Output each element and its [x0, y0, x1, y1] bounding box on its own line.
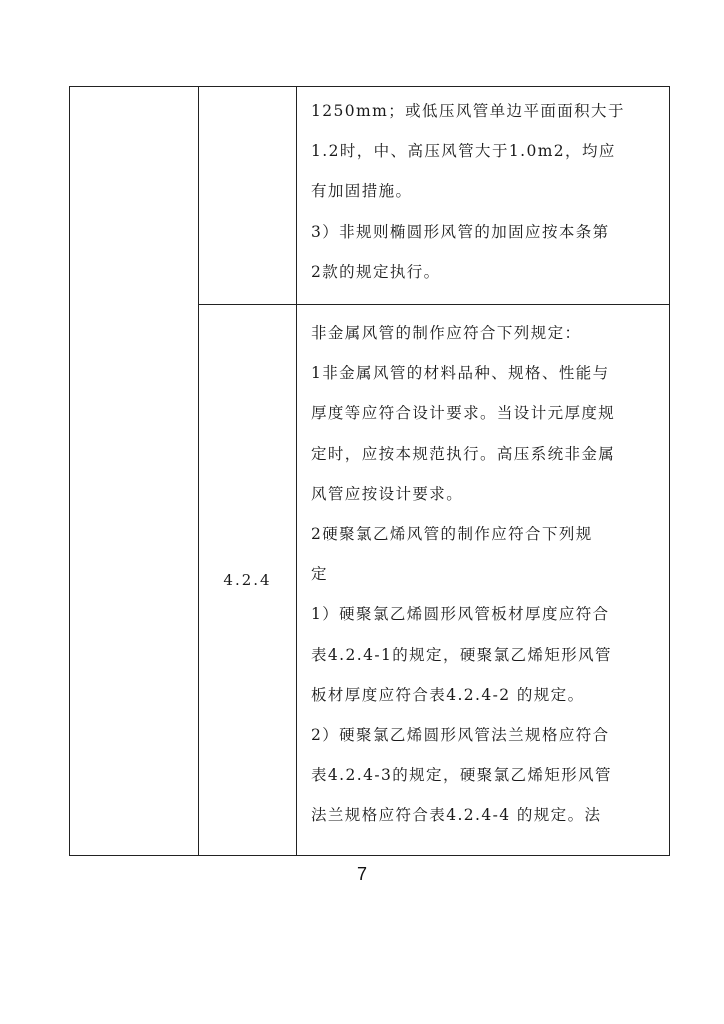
- content-cell: [297, 87, 670, 305]
- content-line: 非金属风管的制作应符合下列规定：: [311, 324, 582, 342]
- category-cell: [70, 87, 199, 856]
- content-line: 法兰规格应符合表4.2.4-4 的规定。法: [311, 806, 602, 825]
- clause-number-cell: [199, 87, 297, 305]
- content-line: 有加固措施。: [311, 182, 413, 201]
- content-line: 1非金属风管的材料品种、规格、性能与: [311, 364, 610, 383]
- content-line: 表4.2.4-3的规定，硬聚氯乙烯矩形风管: [311, 766, 612, 785]
- content-line: 3）非规则椭圆形风管的加固应按本条第: [311, 222, 610, 241]
- page-number: 7: [356, 864, 367, 884]
- clause-number-cell: 4.2.4: [199, 305, 297, 856]
- specification-table: [69, 86, 670, 856]
- content-line: 2款的规定执行。: [311, 262, 441, 281]
- content-line: 定时，应按本规范执行。高压系统非金属: [311, 444, 616, 463]
- content-line: 表4.2.4-1的规定，硬聚氯乙烯矩形风管: [311, 645, 612, 664]
- content-line: 1.2时，中、高压风管大于1.0m2，均应: [311, 142, 616, 161]
- content-line: 2）硬聚氯乙烯圆形风管法兰规格应符合: [311, 726, 610, 745]
- content-cell: [297, 305, 670, 856]
- content-line: 风管应按设计要求。: [311, 484, 464, 503]
- table-row: [70, 87, 670, 305]
- content-line: 定: [311, 565, 328, 584]
- content-line: 2硬聚氯乙烯风管的制作应符合下列规: [311, 525, 593, 544]
- content-line: 1250mm；或低压风管单边平面面积大于: [311, 102, 625, 120]
- content-line: 厚度等应符合设计要求。当设计元厚度规: [311, 404, 616, 423]
- content-line: 1）硬聚氯乙烯圆形风管板材厚度应符合: [311, 605, 610, 624]
- content-line: 板材厚度应符合表4.2.4-2 的规定。: [311, 685, 585, 704]
